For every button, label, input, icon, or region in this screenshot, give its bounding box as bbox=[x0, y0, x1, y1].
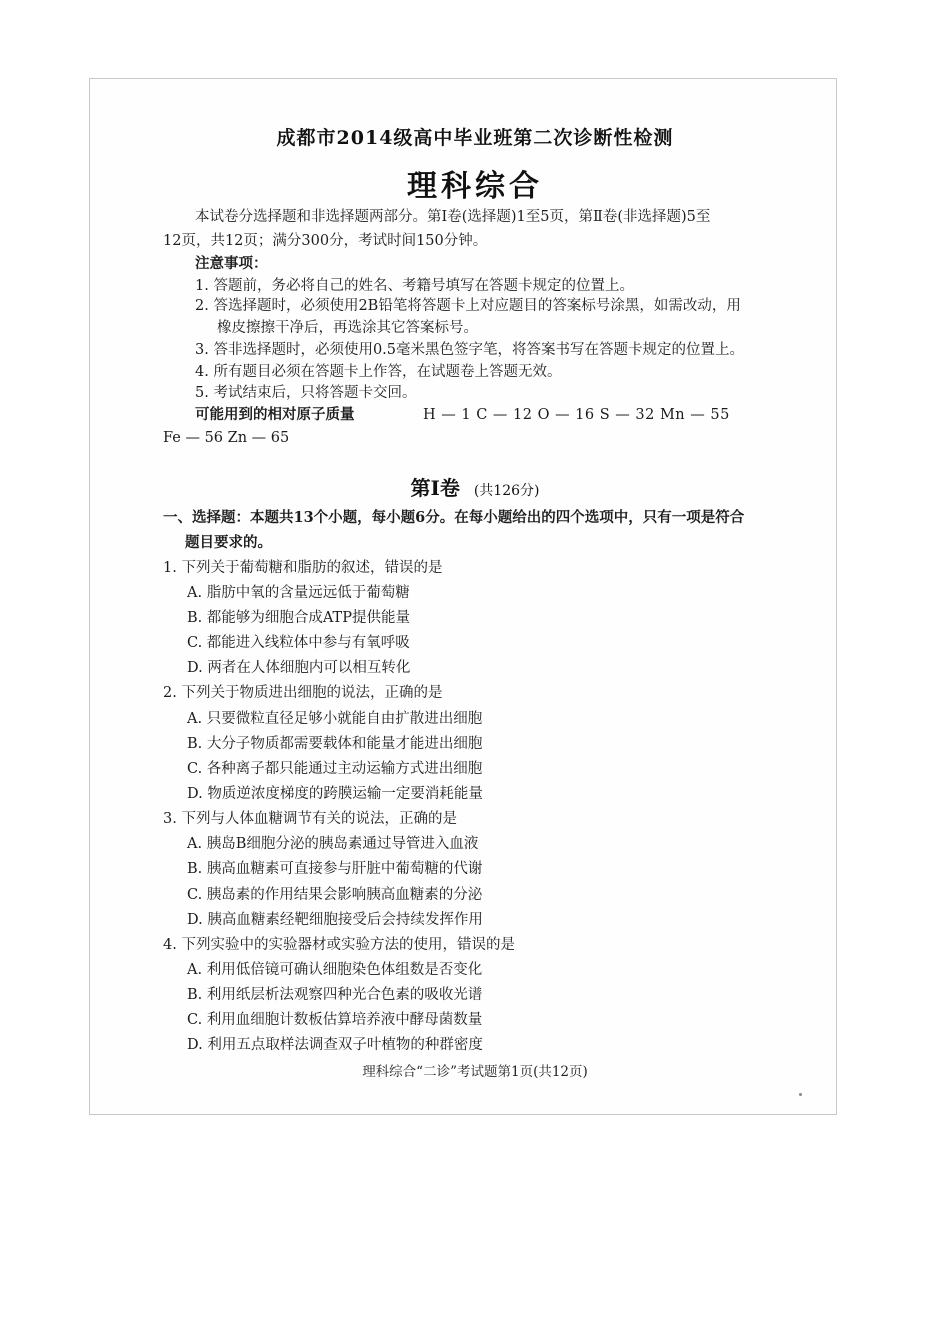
note-item: 橡皮擦擦干净后，再选涂其它答案标号。 bbox=[217, 320, 478, 336]
question-stem: 2. 下列关于物质进出细胞的说法，正确的是 bbox=[163, 685, 443, 701]
question-option: D. 胰高血糖素经靶细胞接受后会持续发挥作用 bbox=[187, 912, 483, 928]
section-title: 第Ⅰ卷 bbox=[410, 476, 460, 500]
atomic-mass-values: H — 1 C — 12 O — 16 S — 32 Mn — 55 bbox=[423, 407, 730, 423]
question-option: B. 利用纸层析法观察四种光合色素的吸收光谱 bbox=[187, 987, 483, 1003]
question-option: C. 各种离子都只能通过主动运输方式进出细胞 bbox=[187, 761, 483, 777]
atomic-mass-values-2: Fe — 56 Zn — 65 bbox=[163, 430, 290, 446]
question-stem: 1. 下列关于葡萄糖和脂肪的叙述，错误的是 bbox=[163, 560, 443, 576]
question-option: D. 利用五点取样法调查双子叶植物的种群密度 bbox=[187, 1037, 483, 1053]
note-item: 5. 考试结束后，只将答题卡交回。 bbox=[195, 385, 417, 401]
intro-line-1: 本试卷分选择题和非选择题两部分。第Ⅰ卷(选择题)1至5页，第Ⅱ卷(非选择题)5至 bbox=[195, 209, 711, 225]
atomic-mass-label: 可能用到的相对原子质量 bbox=[195, 406, 355, 423]
instruction-line-1: 一、选择题：本题共13个小题，每小题6分。在每小题给出的四个选项中，只有一项是符合 bbox=[163, 509, 745, 526]
scan-speck bbox=[799, 1093, 802, 1096]
question-option: D. 两者在人体细胞内可以相互转化 bbox=[187, 660, 411, 676]
instruction-line-2: 题目要求的。 bbox=[185, 534, 272, 551]
question-stem: 3. 下列与人体血糖调节有关的说法，正确的是 bbox=[163, 811, 457, 827]
subject-title: 理科综合 bbox=[407, 169, 543, 204]
question-option: A. 胰岛B细胞分泌的胰岛素通过导管进入血液 bbox=[187, 836, 479, 852]
question-option: B. 都能够为细胞合成ATP提供能量 bbox=[187, 610, 410, 626]
intro-line-2: 12页，共12页；满分300分，考试时间150分钟。 bbox=[163, 233, 488, 249]
section-heading bbox=[0, 472, 950, 501]
note-item: 3. 答非选择题时，必须使用0.5毫米黑色签字笔，将答案书写在答题卡规定的位置上。 bbox=[195, 342, 745, 358]
note-item: 2. 答选择题时，必须使用2B铅笔将答题卡上对应题目的答案标号涂黑，如需改动，用 bbox=[195, 298, 741, 314]
notes-heading: 注意事项： bbox=[195, 255, 268, 272]
question-stem: 4. 下列实验中的实验器材或实验方法的使用，错误的是 bbox=[163, 937, 515, 953]
question-option: C. 胰岛素的作用结果会影响胰高血糖素的分泌 bbox=[187, 887, 483, 903]
question-option: B. 胰高血糖素可直接参与肝脏中葡萄糖的代谢 bbox=[187, 861, 483, 877]
question-option: A. 利用低倍镜可确认细胞染色体组数是否变化 bbox=[187, 962, 483, 978]
page-footer: 理科综合“二诊”考试题第1页(共12页) bbox=[362, 1064, 588, 1080]
question-option: C. 利用血细胞计数板估算培养液中酵母菌数量 bbox=[187, 1012, 483, 1028]
question-option: D. 物质逆浓度梯度的跨膜运输一定要消耗能量 bbox=[187, 786, 483, 802]
question-option: C. 都能进入线粒体中参与有氧呼吸 bbox=[187, 635, 410, 651]
note-item: 1. 答题前，务必将自己的姓名、考籍号填写在答题卡规定的位置上。 bbox=[195, 278, 634, 294]
question-option: B. 大分子物质都需要载体和能量才能进出细胞 bbox=[187, 736, 483, 752]
question-option: A. 脂肪中氧的含量远远低于葡萄糖 bbox=[187, 585, 410, 601]
question-option: A. 只要微粒直径足够小就能自由扩散进出细胞 bbox=[187, 711, 483, 727]
exam-title: 成都市2014级高中毕业班第二次诊断性检测 bbox=[276, 127, 674, 149]
section-subtitle: (共126分) bbox=[473, 483, 540, 499]
note-item: 4. 所有题目必须在答题卡上作答，在试题卷上答题无效。 bbox=[195, 364, 562, 380]
